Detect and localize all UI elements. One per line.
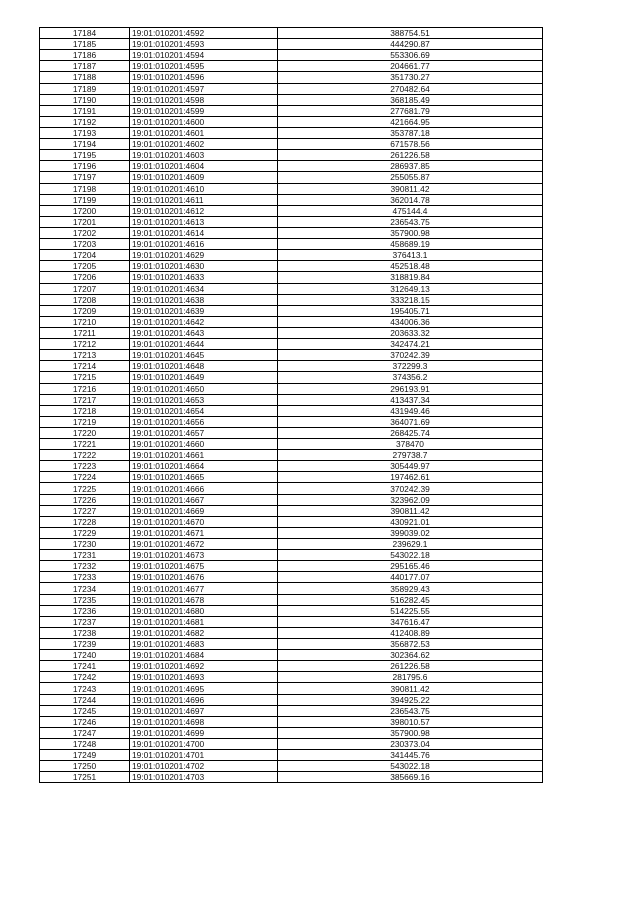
table-row bbox=[40, 139, 543, 150]
table-row bbox=[40, 494, 543, 505]
value-cell: 357900.98 bbox=[278, 727, 543, 738]
value-cell: 374356.2 bbox=[278, 372, 543, 383]
table-body bbox=[40, 28, 543, 783]
value-cell: 368185.49 bbox=[278, 94, 543, 105]
value-cell: 388754.51 bbox=[278, 28, 543, 39]
row-number-cell: 17202 bbox=[40, 227, 130, 238]
row-number-cell: 17246 bbox=[40, 716, 130, 727]
row-number-cell: 17189 bbox=[40, 83, 130, 94]
row-number-cell: 17199 bbox=[40, 194, 130, 205]
value-cell: 671578.56 bbox=[278, 139, 543, 150]
table-row bbox=[40, 650, 543, 661]
row-number-cell: 17207 bbox=[40, 283, 130, 294]
row-number-cell: 17242 bbox=[40, 672, 130, 683]
cadastral-number-cell: 19:01:010201:4697 bbox=[130, 705, 278, 716]
cadastral-number-cell: 19:01:010201:4695 bbox=[130, 683, 278, 694]
cadastral-number-cell: 19:01:010201:4670 bbox=[130, 516, 278, 527]
table-row bbox=[40, 539, 543, 550]
value-cell: 295165.46 bbox=[278, 561, 543, 572]
value-cell: 230373.04 bbox=[278, 739, 543, 750]
table-row bbox=[40, 616, 543, 627]
table-row bbox=[40, 305, 543, 316]
cadastral-number-cell: 19:01:010201:4672 bbox=[130, 539, 278, 550]
table-row bbox=[40, 739, 543, 750]
table-row bbox=[40, 116, 543, 127]
table-row bbox=[40, 461, 543, 472]
value-cell: 277681.79 bbox=[278, 105, 543, 116]
value-cell: 399039.02 bbox=[278, 527, 543, 538]
value-cell: 378470 bbox=[278, 439, 543, 450]
table-row bbox=[40, 705, 543, 716]
cadastral-number-cell: 19:01:010201:4616 bbox=[130, 239, 278, 250]
row-number-cell: 17236 bbox=[40, 605, 130, 616]
cadastral-number-cell: 19:01:010201:4644 bbox=[130, 339, 278, 350]
cadastral-number-cell: 19:01:010201:4601 bbox=[130, 127, 278, 138]
cadastral-number-cell: 19:01:010201:4671 bbox=[130, 527, 278, 538]
table-row bbox=[40, 427, 543, 438]
row-number-cell: 17215 bbox=[40, 372, 130, 383]
cadastral-number-cell: 19:01:010201:4676 bbox=[130, 572, 278, 583]
value-cell: 341445.76 bbox=[278, 750, 543, 761]
row-number-cell: 17198 bbox=[40, 183, 130, 194]
table-row bbox=[40, 405, 543, 416]
row-number-cell: 17203 bbox=[40, 239, 130, 250]
value-cell: 516282.45 bbox=[278, 594, 543, 605]
row-number-cell: 17222 bbox=[40, 450, 130, 461]
value-cell: 421664.95 bbox=[278, 116, 543, 127]
table-row bbox=[40, 727, 543, 738]
value-cell: 323962.09 bbox=[278, 494, 543, 505]
table-row bbox=[40, 294, 543, 305]
table-row bbox=[40, 39, 543, 50]
value-cell: 358929.43 bbox=[278, 583, 543, 594]
table-row bbox=[40, 372, 543, 383]
row-number-cell: 17227 bbox=[40, 505, 130, 516]
table-row bbox=[40, 672, 543, 683]
value-cell: 197462.61 bbox=[278, 472, 543, 483]
value-cell: 351730.27 bbox=[278, 72, 543, 83]
cadastral-number-cell: 19:01:010201:4638 bbox=[130, 294, 278, 305]
cadastral-number-cell: 19:01:010201:4684 bbox=[130, 650, 278, 661]
value-cell: 431949.46 bbox=[278, 405, 543, 416]
cadastral-number-cell: 19:01:010201:4673 bbox=[130, 550, 278, 561]
cadastral-number-cell: 19:01:010201:4609 bbox=[130, 172, 278, 183]
cadastral-number-cell: 19:01:010201:4665 bbox=[130, 472, 278, 483]
row-number-cell: 17205 bbox=[40, 261, 130, 272]
table-row bbox=[40, 483, 543, 494]
row-number-cell: 17243 bbox=[40, 683, 130, 694]
row-number-cell: 17193 bbox=[40, 127, 130, 138]
row-number-cell: 17223 bbox=[40, 461, 130, 472]
cadastral-number-cell: 19:01:010201:4680 bbox=[130, 605, 278, 616]
row-number-cell: 17239 bbox=[40, 639, 130, 650]
cadastral-number-cell: 19:01:010201:4602 bbox=[130, 139, 278, 150]
value-cell: 296193.91 bbox=[278, 383, 543, 394]
row-number-cell: 17225 bbox=[40, 483, 130, 494]
cadastral-number-cell: 19:01:010201:4603 bbox=[130, 150, 278, 161]
value-cell: 412408.89 bbox=[278, 627, 543, 638]
cadastral-number-cell: 19:01:010201:4592 bbox=[130, 28, 278, 39]
table-row bbox=[40, 239, 543, 250]
table-row bbox=[40, 161, 543, 172]
row-number-cell: 17241 bbox=[40, 661, 130, 672]
value-cell: 236543.75 bbox=[278, 216, 543, 227]
table-row bbox=[40, 605, 543, 616]
row-number-cell: 17212 bbox=[40, 339, 130, 350]
row-number-cell: 17217 bbox=[40, 394, 130, 405]
cadastral-number-cell: 19:01:010201:4610 bbox=[130, 183, 278, 194]
table-row bbox=[40, 450, 543, 461]
cadastral-value-table bbox=[39, 27, 543, 783]
value-cell: 413437.34 bbox=[278, 394, 543, 405]
table-row bbox=[40, 61, 543, 72]
value-cell: 342474.21 bbox=[278, 339, 543, 350]
cadastral-number-cell: 19:01:010201:4600 bbox=[130, 116, 278, 127]
cadastral-number-cell: 19:01:010201:4598 bbox=[130, 94, 278, 105]
row-number-cell: 17214 bbox=[40, 361, 130, 372]
row-number-cell: 17219 bbox=[40, 416, 130, 427]
value-cell: 398010.57 bbox=[278, 716, 543, 727]
value-cell: 312649.13 bbox=[278, 283, 543, 294]
value-cell: 356872.53 bbox=[278, 639, 543, 650]
row-number-cell: 17196 bbox=[40, 161, 130, 172]
table-row bbox=[40, 772, 543, 783]
cadastral-number-cell: 19:01:010201:4594 bbox=[130, 50, 278, 61]
value-cell: 270482.64 bbox=[278, 83, 543, 94]
table-row bbox=[40, 716, 543, 727]
row-number-cell: 17234 bbox=[40, 583, 130, 594]
value-cell: 543022.18 bbox=[278, 761, 543, 772]
table-row bbox=[40, 250, 543, 261]
row-number-cell: 17184 bbox=[40, 28, 130, 39]
table-row bbox=[40, 316, 543, 327]
value-cell: 333218.15 bbox=[278, 294, 543, 305]
table-row bbox=[40, 205, 543, 216]
value-cell: 261226.58 bbox=[278, 661, 543, 672]
row-number-cell: 17211 bbox=[40, 327, 130, 338]
value-cell: 357900.98 bbox=[278, 227, 543, 238]
table-row bbox=[40, 661, 543, 672]
cadastral-number-cell: 19:01:010201:4633 bbox=[130, 272, 278, 283]
row-number-cell: 17206 bbox=[40, 272, 130, 283]
table-row bbox=[40, 216, 543, 227]
table-row bbox=[40, 594, 543, 605]
cadastral-number-cell: 19:01:010201:4696 bbox=[130, 694, 278, 705]
value-cell: 444290.87 bbox=[278, 39, 543, 50]
value-cell: 261226.58 bbox=[278, 150, 543, 161]
table-row bbox=[40, 50, 543, 61]
value-cell: 281795.6 bbox=[278, 672, 543, 683]
row-number-cell: 17244 bbox=[40, 694, 130, 705]
table-row bbox=[40, 694, 543, 705]
table-row bbox=[40, 83, 543, 94]
row-number-cell: 17245 bbox=[40, 705, 130, 716]
value-cell: 302364.62 bbox=[278, 650, 543, 661]
cadastral-number-cell: 19:01:010201:4667 bbox=[130, 494, 278, 505]
value-cell: 203633.32 bbox=[278, 327, 543, 338]
row-number-cell: 17220 bbox=[40, 427, 130, 438]
cadastral-number-cell: 19:01:010201:4669 bbox=[130, 505, 278, 516]
cadastral-number-cell: 19:01:010201:4703 bbox=[130, 772, 278, 783]
row-number-cell: 17200 bbox=[40, 205, 130, 216]
cadastral-number-cell: 19:01:010201:4604 bbox=[130, 161, 278, 172]
value-cell: 268425.74 bbox=[278, 427, 543, 438]
cadastral-number-cell: 19:01:010201:4677 bbox=[130, 583, 278, 594]
row-number-cell: 17186 bbox=[40, 50, 130, 61]
value-cell: 347616.47 bbox=[278, 616, 543, 627]
value-cell: 440177.07 bbox=[278, 572, 543, 583]
cadastral-number-cell: 19:01:010201:4650 bbox=[130, 383, 278, 394]
row-number-cell: 17247 bbox=[40, 727, 130, 738]
cadastral-number-cell: 19:01:010201:4593 bbox=[130, 39, 278, 50]
table-row bbox=[40, 361, 543, 372]
cadastral-number-cell: 19:01:010201:4657 bbox=[130, 427, 278, 438]
cadastral-number-cell: 19:01:010201:4596 bbox=[130, 72, 278, 83]
row-number-cell: 17208 bbox=[40, 294, 130, 305]
row-number-cell: 17210 bbox=[40, 316, 130, 327]
table-row bbox=[40, 272, 543, 283]
table-row bbox=[40, 172, 543, 183]
row-number-cell: 17232 bbox=[40, 561, 130, 572]
value-cell: 390811.42 bbox=[278, 683, 543, 694]
cadastral-number-cell: 19:01:010201:4648 bbox=[130, 361, 278, 372]
cadastral-number-cell: 19:01:010201:4613 bbox=[130, 216, 278, 227]
row-number-cell: 17187 bbox=[40, 61, 130, 72]
table-row bbox=[40, 572, 543, 583]
value-cell: 255055.87 bbox=[278, 172, 543, 183]
value-cell: 430921.01 bbox=[278, 516, 543, 527]
value-cell: 376413.1 bbox=[278, 250, 543, 261]
table-row bbox=[40, 416, 543, 427]
table-row bbox=[40, 194, 543, 205]
value-cell: 362014.78 bbox=[278, 194, 543, 205]
cadastral-number-cell: 19:01:010201:4675 bbox=[130, 561, 278, 572]
cadastral-number-cell: 19:01:010201:4693 bbox=[130, 672, 278, 683]
row-number-cell: 17226 bbox=[40, 494, 130, 505]
row-number-cell: 17233 bbox=[40, 572, 130, 583]
row-number-cell: 17251 bbox=[40, 772, 130, 783]
cadastral-number-cell: 19:01:010201:4698 bbox=[130, 716, 278, 727]
value-cell: 370242.39 bbox=[278, 483, 543, 494]
row-number-cell: 17195 bbox=[40, 150, 130, 161]
value-cell: 305449.97 bbox=[278, 461, 543, 472]
value-cell: 452518.48 bbox=[278, 261, 543, 272]
value-cell: 553306.69 bbox=[278, 50, 543, 61]
cadastral-number-cell: 19:01:010201:4700 bbox=[130, 739, 278, 750]
row-number-cell: 17238 bbox=[40, 627, 130, 638]
cadastral-number-cell: 19:01:010201:4699 bbox=[130, 727, 278, 738]
table-row bbox=[40, 183, 543, 194]
table-row bbox=[40, 761, 543, 772]
value-cell: 370242.39 bbox=[278, 350, 543, 361]
cadastral-number-cell: 19:01:010201:4666 bbox=[130, 483, 278, 494]
value-cell: 458689.19 bbox=[278, 239, 543, 250]
row-number-cell: 17235 bbox=[40, 594, 130, 605]
table-row bbox=[40, 105, 543, 116]
table-row bbox=[40, 750, 543, 761]
table-row bbox=[40, 339, 543, 350]
row-number-cell: 17185 bbox=[40, 39, 130, 50]
table-row bbox=[40, 639, 543, 650]
value-cell: 390811.42 bbox=[278, 183, 543, 194]
cadastral-number-cell: 19:01:010201:4656 bbox=[130, 416, 278, 427]
table-row bbox=[40, 261, 543, 272]
row-number-cell: 17218 bbox=[40, 405, 130, 416]
value-cell: 385669.16 bbox=[278, 772, 543, 783]
cadastral-number-cell: 19:01:010201:4683 bbox=[130, 639, 278, 650]
row-number-cell: 17248 bbox=[40, 739, 130, 750]
cadastral-number-cell: 19:01:010201:4614 bbox=[130, 227, 278, 238]
cadastral-number-cell: 19:01:010201:4701 bbox=[130, 750, 278, 761]
cadastral-number-cell: 19:01:010201:4682 bbox=[130, 627, 278, 638]
value-cell: 390811.42 bbox=[278, 505, 543, 516]
row-number-cell: 17201 bbox=[40, 216, 130, 227]
value-cell: 353787.18 bbox=[278, 127, 543, 138]
row-number-cell: 17231 bbox=[40, 550, 130, 561]
value-cell: 204661.77 bbox=[278, 61, 543, 72]
cadastral-number-cell: 19:01:010201:4595 bbox=[130, 61, 278, 72]
cadastral-number-cell: 19:01:010201:4599 bbox=[130, 105, 278, 116]
row-number-cell: 17250 bbox=[40, 761, 130, 772]
table-row bbox=[40, 127, 543, 138]
cadastral-number-cell: 19:01:010201:4654 bbox=[130, 405, 278, 416]
cadastral-number-cell: 19:01:010201:4678 bbox=[130, 594, 278, 605]
value-cell: 543022.18 bbox=[278, 550, 543, 561]
table-row bbox=[40, 472, 543, 483]
value-cell: 364071.69 bbox=[278, 416, 543, 427]
cadastral-number-cell: 19:01:010201:4630 bbox=[130, 261, 278, 272]
table-row bbox=[40, 550, 543, 561]
table-row bbox=[40, 583, 543, 594]
value-cell: 372299.3 bbox=[278, 361, 543, 372]
table-row bbox=[40, 394, 543, 405]
row-number-cell: 17204 bbox=[40, 250, 130, 261]
table-row bbox=[40, 683, 543, 694]
cadastral-number-cell: 19:01:010201:4692 bbox=[130, 661, 278, 672]
value-cell: 236543.75 bbox=[278, 705, 543, 716]
table-row bbox=[40, 561, 543, 572]
value-cell: 475144.4 bbox=[278, 205, 543, 216]
cadastral-number-cell: 19:01:010201:4639 bbox=[130, 305, 278, 316]
cadastral-number-cell: 19:01:010201:4634 bbox=[130, 283, 278, 294]
row-number-cell: 17221 bbox=[40, 439, 130, 450]
table-row bbox=[40, 627, 543, 638]
table-row bbox=[40, 94, 543, 105]
table-row bbox=[40, 505, 543, 516]
cadastral-number-cell: 19:01:010201:4611 bbox=[130, 194, 278, 205]
value-cell: 286937.85 bbox=[278, 161, 543, 172]
value-cell: 394925.22 bbox=[278, 694, 543, 705]
row-number-cell: 17216 bbox=[40, 383, 130, 394]
value-cell: 279738.7 bbox=[278, 450, 543, 461]
row-number-cell: 17237 bbox=[40, 616, 130, 627]
cadastral-number-cell: 19:01:010201:4612 bbox=[130, 205, 278, 216]
row-number-cell: 17228 bbox=[40, 516, 130, 527]
row-number-cell: 17229 bbox=[40, 527, 130, 538]
table-row bbox=[40, 327, 543, 338]
table-row bbox=[40, 527, 543, 538]
value-cell: 434006.36 bbox=[278, 316, 543, 327]
table-row bbox=[40, 150, 543, 161]
row-number-cell: 17188 bbox=[40, 72, 130, 83]
table-row bbox=[40, 516, 543, 527]
table-row bbox=[40, 283, 543, 294]
cadastral-number-cell: 19:01:010201:4653 bbox=[130, 394, 278, 405]
cadastral-number-cell: 19:01:010201:4642 bbox=[130, 316, 278, 327]
cadastral-number-cell: 19:01:010201:4702 bbox=[130, 761, 278, 772]
row-number-cell: 17230 bbox=[40, 539, 130, 550]
row-number-cell: 17192 bbox=[40, 116, 130, 127]
row-number-cell: 17191 bbox=[40, 105, 130, 116]
cadastral-number-cell: 19:01:010201:4660 bbox=[130, 439, 278, 450]
cadastral-number-cell: 19:01:010201:4649 bbox=[130, 372, 278, 383]
table-row bbox=[40, 439, 543, 450]
row-number-cell: 17190 bbox=[40, 94, 130, 105]
table-row bbox=[40, 383, 543, 394]
row-number-cell: 17197 bbox=[40, 172, 130, 183]
cadastral-number-cell: 19:01:010201:4597 bbox=[130, 83, 278, 94]
cadastral-number-cell: 19:01:010201:4681 bbox=[130, 616, 278, 627]
table-row bbox=[40, 72, 543, 83]
value-cell: 195405.71 bbox=[278, 305, 543, 316]
value-cell: 514225.55 bbox=[278, 605, 543, 616]
row-number-cell: 17249 bbox=[40, 750, 130, 761]
row-number-cell: 17194 bbox=[40, 139, 130, 150]
cadastral-number-cell: 19:01:010201:4661 bbox=[130, 450, 278, 461]
cadastral-number-cell: 19:01:010201:4645 bbox=[130, 350, 278, 361]
cadastral-number-cell: 19:01:010201:4629 bbox=[130, 250, 278, 261]
value-cell: 239629.1 bbox=[278, 539, 543, 550]
value-cell: 318819.84 bbox=[278, 272, 543, 283]
table-row bbox=[40, 350, 543, 361]
row-number-cell: 17224 bbox=[40, 472, 130, 483]
row-number-cell: 17240 bbox=[40, 650, 130, 661]
table-row bbox=[40, 227, 543, 238]
row-number-cell: 17213 bbox=[40, 350, 130, 361]
table-row bbox=[40, 28, 543, 39]
row-number-cell: 17209 bbox=[40, 305, 130, 316]
cadastral-number-cell: 19:01:010201:4643 bbox=[130, 327, 278, 338]
cadastral-number-cell: 19:01:010201:4664 bbox=[130, 461, 278, 472]
